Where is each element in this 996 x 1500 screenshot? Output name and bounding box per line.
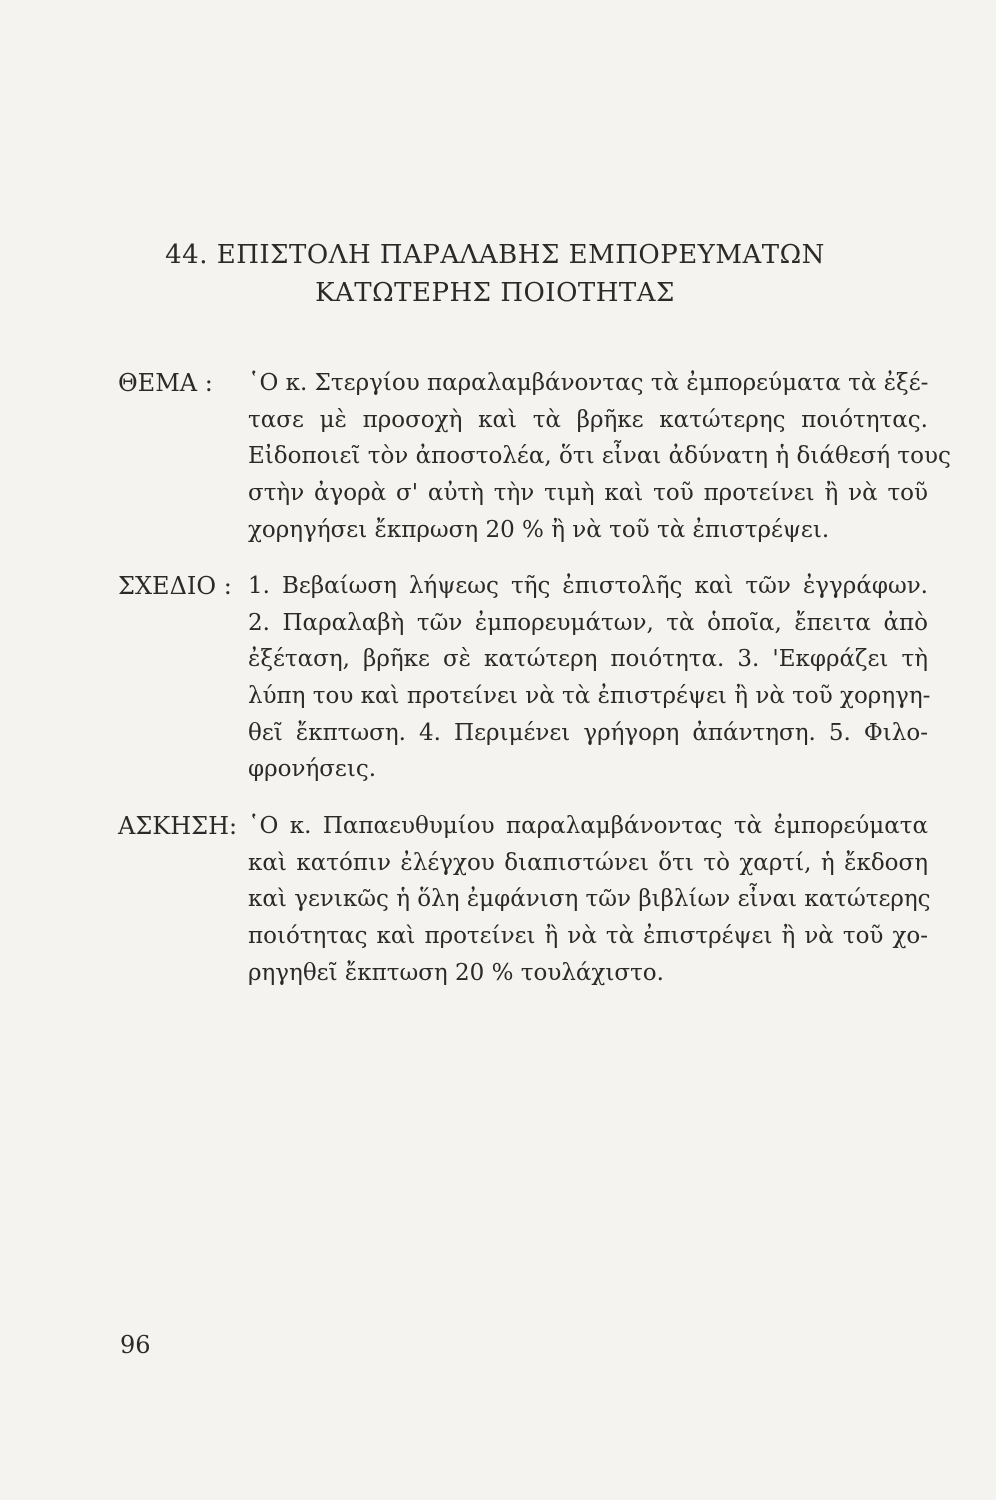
outline-body — [248, 568, 931, 788]
outline-line: ἐξέταση, βρῆκε σὲ κατώτερη ποιότητα. 3. 'Εκφράζει τὴ — [248, 646, 928, 673]
outline-label: ΣΧΕΔΙΟ : — [118, 572, 232, 600]
document-title-line-1: 44. ΕΠΙΣΤΟΛΗ ΠΑΡΑΛΑΒΗΣ ΕΜΠΟΡΕΥΜΑΤΩΝ — [165, 240, 825, 270]
outline-line: φρονήσεις. — [248, 756, 377, 783]
outline-line: θεῖ ἔκπτωση. 4. Περιμένει γρήγορη ἀπάντηση. 5. Φιλο- — [248, 719, 928, 746]
theme-body — [248, 365, 951, 548]
exercise-body — [248, 808, 931, 991]
theme-line: στὴν ἀγορὰ σ' αὐτὴ τὴν τιμὴ καὶ τοῦ προτείνει ἢ νὰ τοῦ — [248, 480, 928, 507]
exercise-line: καὶ κατόπιν ἐλέγχου διαπιστώνει ὅτι τὸ χαρτί, ἡ ἔκδοση — [248, 849, 928, 876]
exercise-line: ρηγηθεῖ ἔκπτωση 20 % τουλάχιστο. — [248, 959, 664, 986]
theme-label: ΘΕΜΑ : — [118, 369, 213, 397]
document-title-line-2: ΚΑΤΩΤΕΡΗΣ ΠΟΙΟΤΗΤΑΣ — [315, 278, 675, 308]
page-number: 96 — [120, 1331, 151, 1359]
theme-line: ῾Ο κ. Στεργίου παραλαμβάνοντας τὰ ἐμπορεύματα τὰ ἐξέ- — [248, 370, 929, 396]
exercise-line: ποιότητας καὶ προτείνει ἢ νὰ τὰ ἐπιστρέψει ἢ νὰ τοῦ χο- — [248, 923, 928, 950]
outline-line: 2. Παραλαβὴ τῶν ἐμπορευμάτων, τὰ ὁποῖα, ἔπειτα ἀπὸ — [248, 609, 928, 636]
exercise-line: ῾Ο κ. Παπαευθυμίου παραλαμβάνοντας τὰ ἐμπορεύματα — [248, 813, 928, 839]
theme-line: Εἰδοποιεῖ τὸν ἀποστολέα, ὅτι εἶναι ἀδύνατη ἡ διάθεσή τους — [248, 443, 951, 470]
outline-line: λύπη του καὶ προτείνει νὰ τὰ ἐπιστρέψει ἢ νὰ τοῦ χορηγη- — [248, 683, 931, 710]
exercise-line: καὶ γενικῶς ἡ ὅλη ἐμφάνιση τῶν βιβλίων εἶναι κατώτερης — [248, 886, 931, 913]
outline-line: 1. Βεβαίωση λήψεως τῆς ἐπιστολῆς καὶ τῶν ἐγγράφων. — [248, 573, 928, 599]
theme-line: χορηγήσει ἔκπρωση 20 % ἢ νὰ τοῦ τὰ ἐπιστρέψει. — [248, 516, 830, 543]
exercise-label: ΑΣΚΗΣΗ: — [118, 812, 238, 840]
theme-line: τασε μὲ προσοχὴ καὶ τὰ βρῆκε κατώτερης ποιότητας. — [248, 406, 928, 433]
